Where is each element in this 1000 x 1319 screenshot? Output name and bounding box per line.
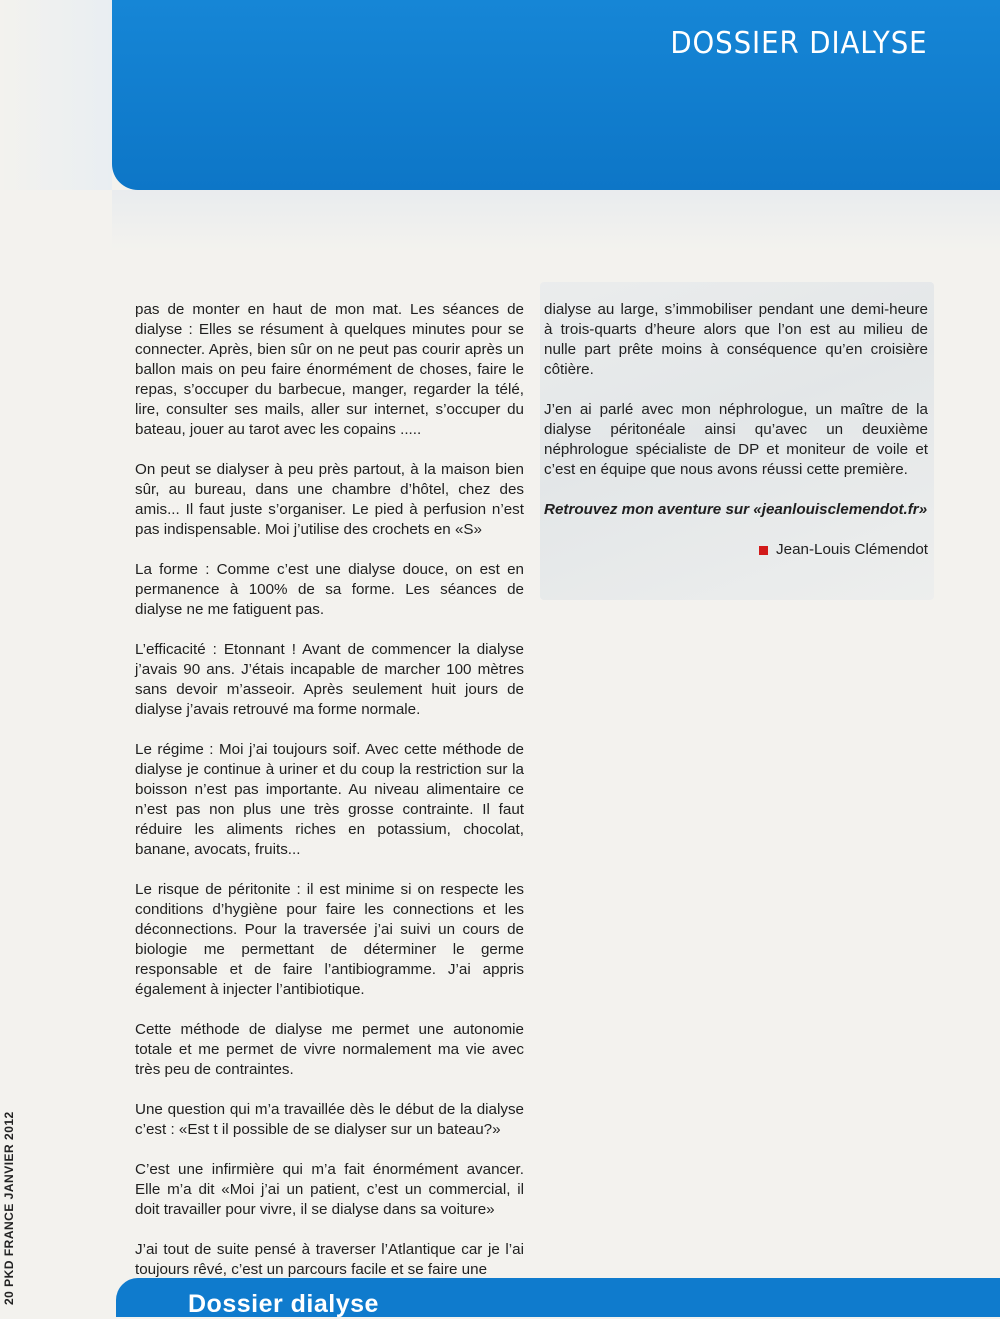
paragraph: J’ai tout de suite pensé à traverser l’Atlantique car je l’ai toujours rêvé, c’est un parcours facile et se faire une <box>135 1241 524 1278</box>
paragraph: C’est une infirmière qui m’a fait énormément avancer. Elle m’a dit «Moi j’ai un patient, c’est un commercial, il doit travailler pour vivre, il se dialyse dans sa voiture» <box>135 1161 524 1218</box>
paragraph: Une question qui m’a travaillée dès le début de la dialyse c’est : «Est t il possible de se dialyser sur un bateau?» <box>135 1101 524 1138</box>
red-square-icon <box>759 546 768 555</box>
paragraph: On peut se dialyser à peu près partout, à la maison bien sûr, au bureau, dans une chambre d’hôtel, chez des amis... Il faut juste s’organiser. Le pied à perfusion n’est pas indispensable. Moi j’utilise des crochets en «S» <box>135 461 524 538</box>
author-signature <box>544 540 928 560</box>
footer-section-title: Dossier dialyse <box>188 1290 379 1318</box>
paragraph: Le risque de péritonite : il est minime si on respecte les conditions d’hygiène pour faire les connections et les déconnections. Pour la traversée j’ai suivi un cours de biologie me permettant de déterminer le germe responsable et de faire l’antibiogramme. J’ai appris également à injecter l’antibiotique. <box>135 881 524 998</box>
paragraph: L’efficacité : Etonnant ! Avant de commencer la dialyse j’avais 90 ans. J’étais incapable de marcher 100 mètres sans devoir m’asseoir. Après seulement huit jours de dialyse j’avais retrouvé ma forme normale. <box>135 641 524 718</box>
right-column <box>544 300 928 560</box>
paragraph: La forme : Comme c’est une dialyse douce, on est en permanence à 100% de sa forme. Les séances de dialyse ne me fatiguent pas. <box>135 561 524 618</box>
paragraph: pas de monter en haut de mon mat. Les séances de dialyse : Elles se résument à quelques minutes pour se connecter. Après, bien sûr on ne peut pas courir après un ballon mais on peu faire énormément de choses, faire le repas, s’occuper du barbecue, manger, regarder la télé, lire, consulter ses mails, aller sur internet, s’occuper du bateau, jouer au tarot avec les copains ..... <box>135 301 524 438</box>
left-column <box>135 300 524 1300</box>
header-band-fade <box>0 0 112 190</box>
paragraph: dialyse au large, s’immobiliser pendant une demi-heure à trois-quarts d’heure alors que l’on est au milieu de nulle part prête moins à conséquence qu’en croisière côtière. <box>544 301 928 378</box>
paragraph: J’en ai parlé avec mon néphrologue, un maître de la dialyse péritonéale ainsi qu’avec un deuxième néphrologue spécialiste de DP et moniteur de voile et c’est en équipe que nous avons réussi cette première. <box>544 401 928 478</box>
website-callout: Retrouvez mon aventure sur «jeanlouisclemendot.fr» <box>544 501 928 518</box>
author-name: Jean-Louis Clémendot <box>776 541 928 558</box>
paragraph: Le régime : Moi j’ai toujours soif. Avec cette méthode de dialyse je continue à uriner et du coup la restriction sur la boisson n’est pas importante. Au niveau alimentaire ce n’est pas non plus une très grosse contrainte. Il faut réduire les aliments riches en potassium, chocolat, banane, avocats, fruits... <box>135 741 524 858</box>
show-through-band <box>112 190 1000 250</box>
section-title: DOSSIER DIALYSE <box>670 26 928 61</box>
paragraph: Cette méthode de dialyse me permet une autonomie totale et me permet de vivre normalement ma vie avec très peu de contraintes. <box>135 1021 524 1078</box>
page-folio: 20 PKD FRANCE JANVIER 2012 <box>2 1111 16 1305</box>
